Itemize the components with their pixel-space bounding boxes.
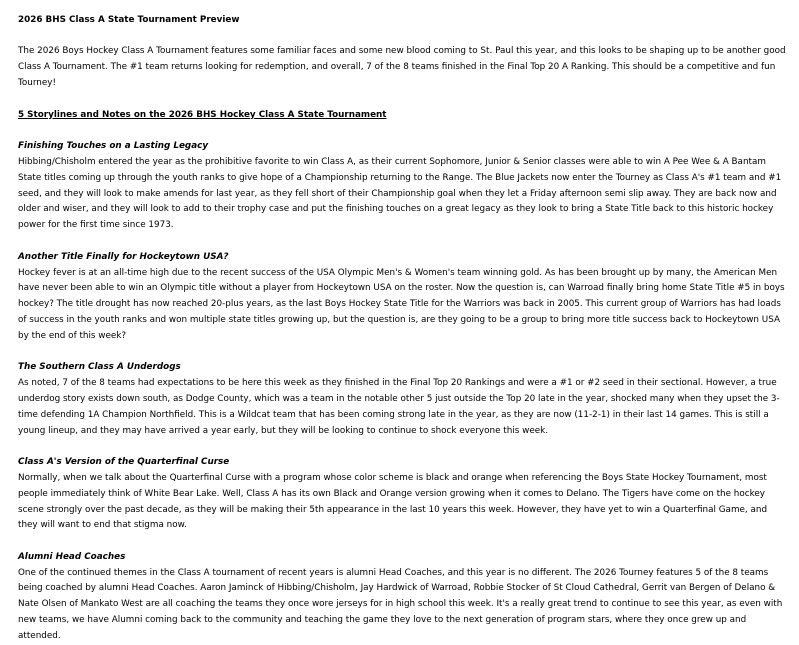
- section-body: Hibbing/Chisholm entered the year as the prohibitive favorite to win Class A, as their current Sophomore, Junior & Senior classes were able to win A Pee Wee & A Bantam State titles coming up through the youth ranks to give hope of a Championship returning to the Range. The Blue Jackets now enter the Tourney as Class A's #1 team and #1 seed, and they will look to make amends for last year, as they fell short of their Championship goal when they let a Friday afternoon semi slip away. They are back now and older and wiser, and they will look to add to their trophy case and put the finishing touches on a great legacy as they look to bring a State Title back to this historic hockey power for the first time since 1973.: [18, 156, 782, 231]
- article: [18, 13, 788, 645]
- section-hockeytown-usa: [18, 250, 788, 345]
- section-body: Normally, when we talk about the Quarterfinal Curse with a program whose color scheme is black and orange when referencing the Boys State Hockey Tournament, most people immediately think of White Bear Lake. Well, Class A has its own Black and Orange version growing when it comes to Delano. The Tigers have come on the hockey scene strongly over the past decade, as they will be making their 5th appearance in the last 10 years this week. However, they have yet to win a Quarterfinal Game, and they will want to end that stigma now.: [18, 472, 768, 531]
- section-body: Hockey fever is at an all-time high due to the recent success of the USA Olympic Men's & Women's team winning gold. As has been brought up by many, the American Men have never been able to win an Olympic title without a player from Hockeytown USA on the roster. Now the question is, can Warroad finally bring home State Title #5 in boys hockey? The title drought has now reached 20-plus years, as the last Boys Hockey State Title for the Warriors was back in 2005. This current group of Warriors has had loads of success in the youth ranks and won multiple state titles growing up, but the question is, are they going to be a group to bring more title success back to Hockeytown USA by the end of this week?: [18, 267, 785, 341]
- section-heading: Class A's Version of the Quarterfinal Curse: [18, 457, 230, 468]
- section-finishing-touches: [18, 139, 788, 234]
- document-title: 2026 BHS Class A State Tournament Preview: [18, 15, 240, 25]
- section-alumni-coaches: [18, 550, 788, 645]
- section-heading: Finishing Touches on a Lasting Legacy: [18, 141, 209, 152]
- intro-paragraph: The 2026 Boys Hockey Class A Tournament features some familiar faces and some new blood coming to St. Paul this year, and this looks to be shaping up to be another good Class A Tournament. The #1 team returns looking for redemption, and overall, 7 of the 8 teams finished in the Final Top 20 A Ranking. This should be a competitive and fun Tourney!: [18, 46, 786, 88]
- section-body: One of the continued themes in the Class A tournament of recent years is alumni Head Coaches, and this year is no different. The 2026 Tourney features 5 of the 8 teams being coached by alumni Head Coaches. Aaron Jaminck of Hibbing/Chisholm, Jay Hardwick of Warroad, Robbie Stocker of St Cloud Cathedral, Gerrit van Bergen of Delano & Nate Olsen of Mankato West are all coaching the teams they once wore jerseys for in high school this week. It's a really great trend to continue to see this year, as even with new teams, we have Alumni coming back to the community and teaching the game they love to the next generation of program stars, where they once grew up and attended.: [18, 567, 783, 641]
- section-body: As noted, 7 of the 8 teams had expectations to be here this week as they finished in the Final Top 20 Rankings and were a #1 or #2 seed in their sectional. However, a true underdog story exists down south, as Dodge County, which was a team in the notable other 5 just outside the Top 20 late in the year, shocked many when they upset the 3-time defending 1A Champion Northfield. This is a Wildcat team that has been coming strong late in the year, as they are now (11-2-1) in their last 14 games. This is still a young lineup, and they may have arrived a year early, but they will be looking to continue to shock everyone this week.: [18, 378, 780, 436]
- section-heading: Another Title Finally for Hockeytown USA?: [18, 251, 229, 262]
- section-southern-underdogs: [18, 360, 788, 439]
- section-quarterfinal-curse: [18, 455, 788, 534]
- section-heading: The Southern Class A Underdogs: [18, 362, 181, 373]
- storylines-heading: 5 Storylines and Notes on the 2026 BHS Hockey Class A State Tournament: [18, 109, 387, 120]
- section-heading: Alumni Head Coaches: [18, 551, 126, 562]
